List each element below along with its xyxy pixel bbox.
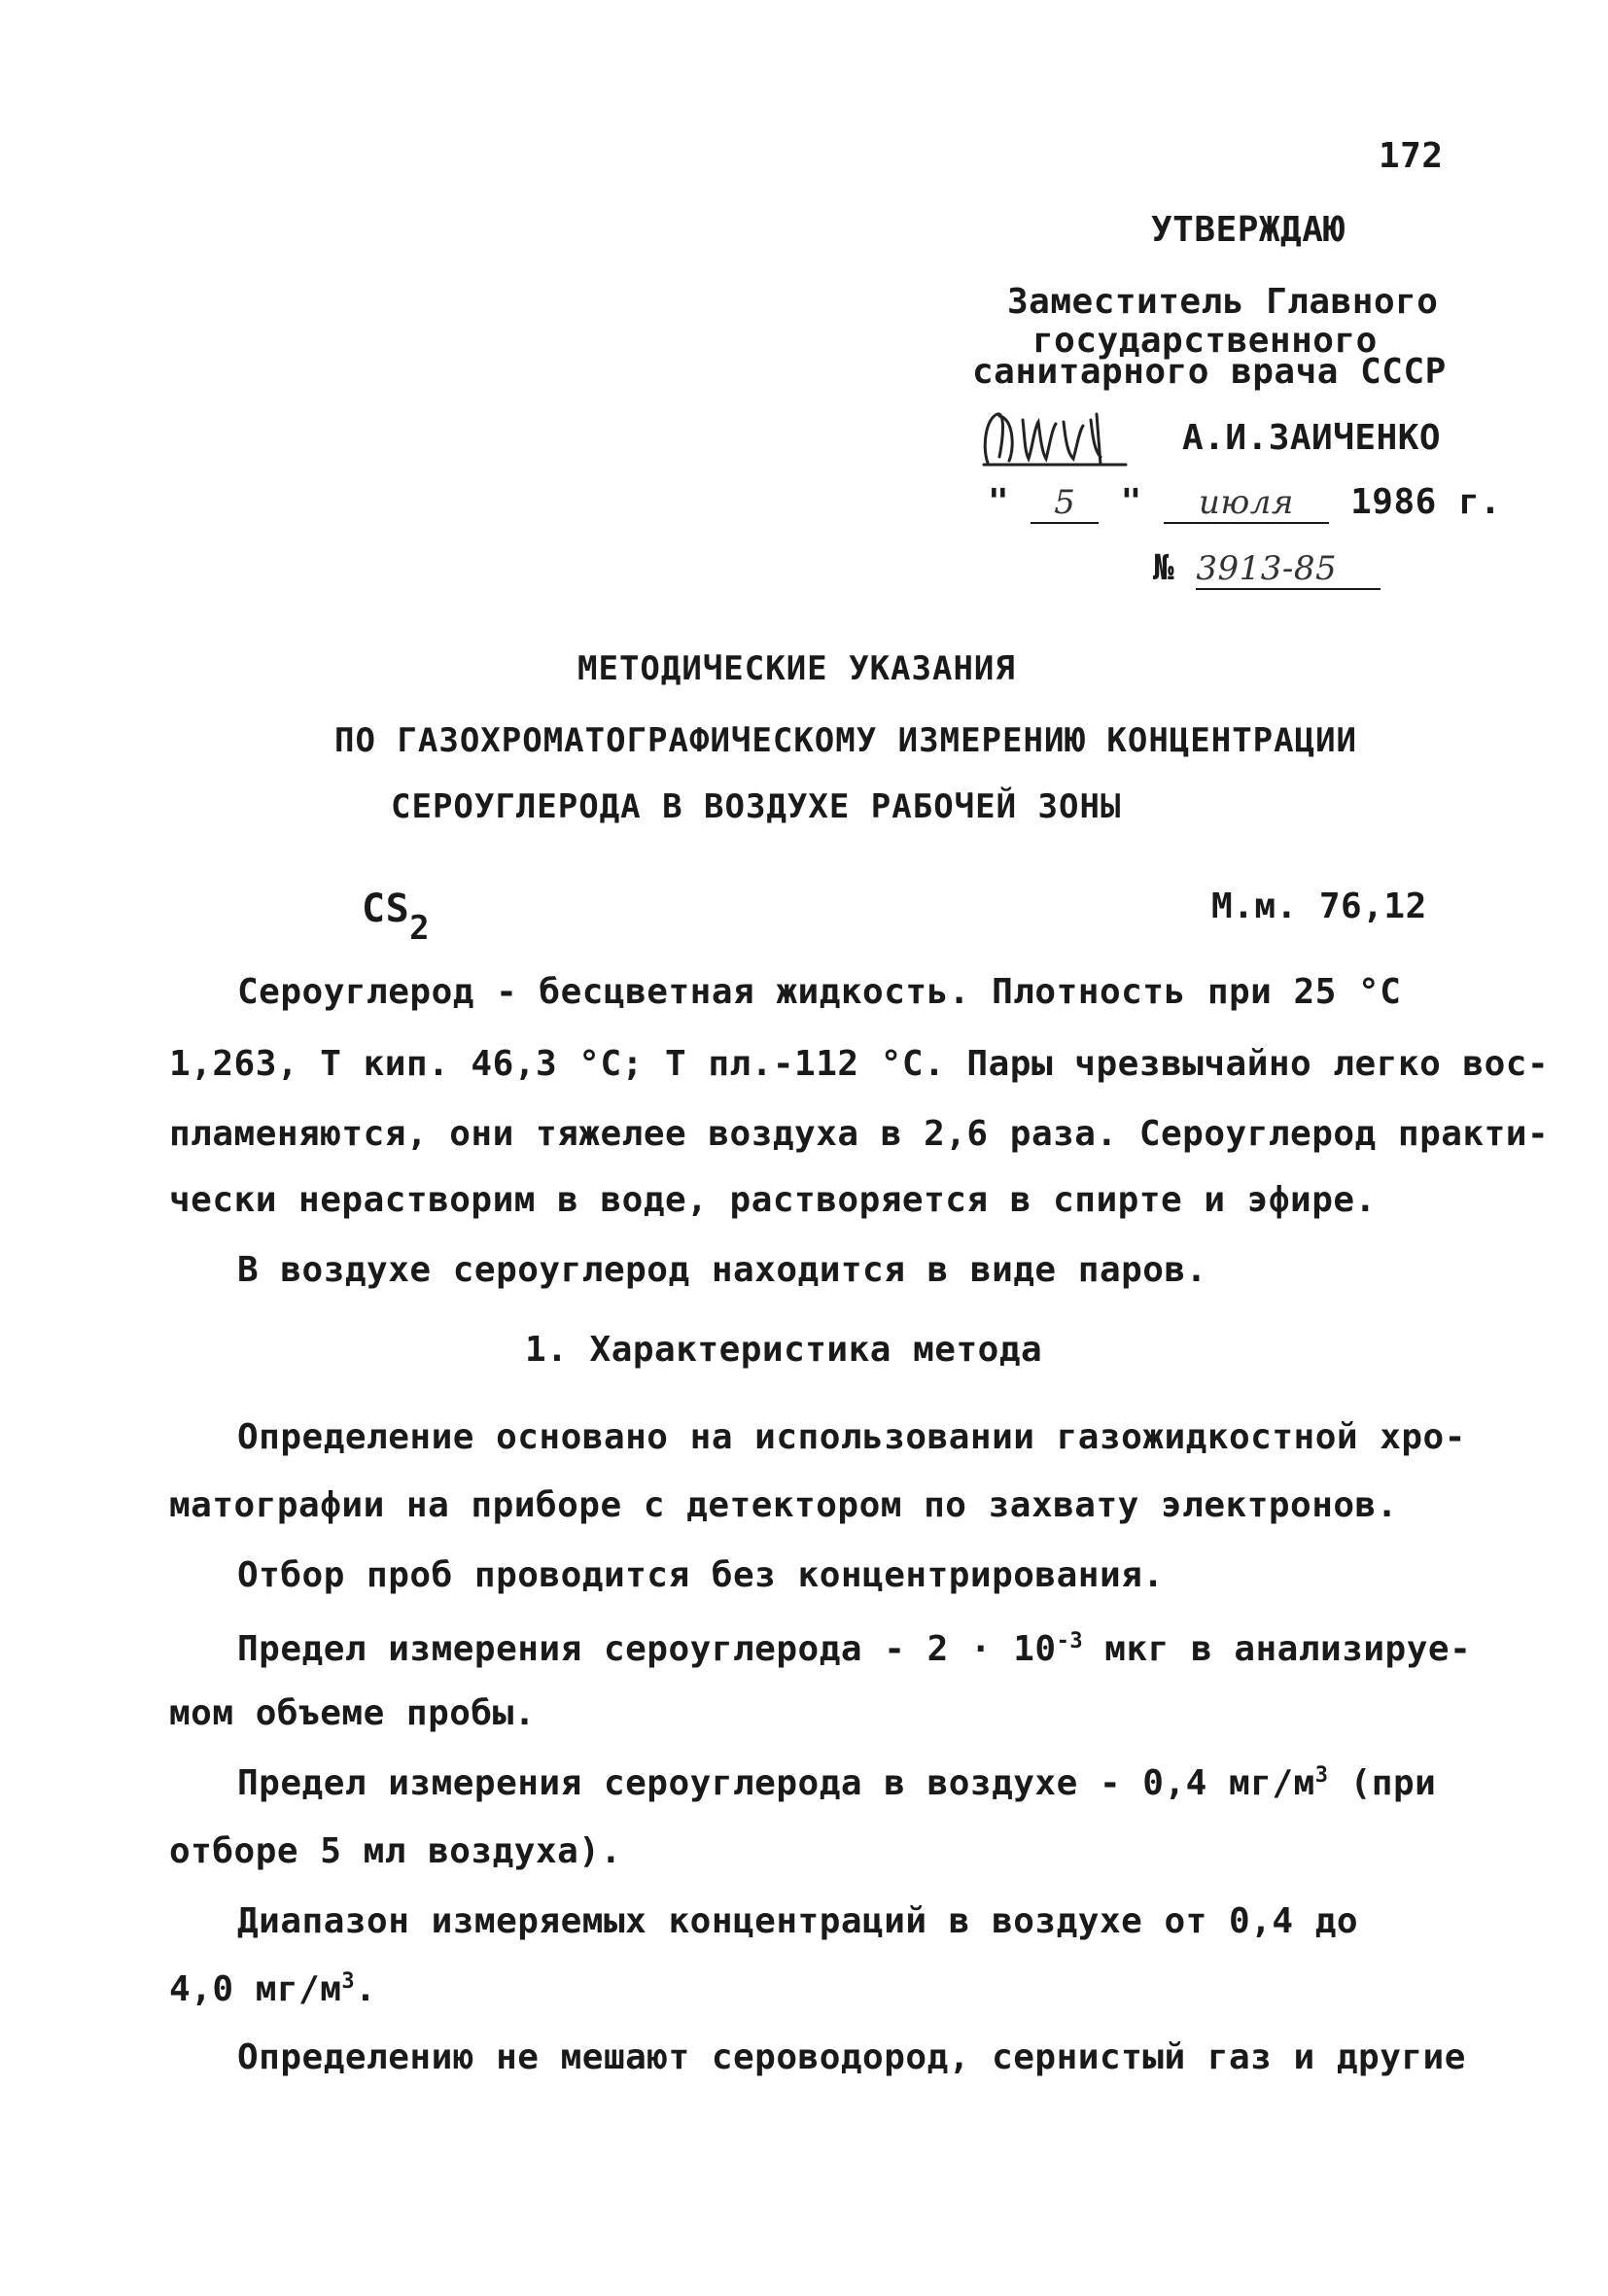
approval-line-2: государственного (1032, 321, 1378, 361)
section-1-heading: 1. Характеристика метода (525, 1330, 1043, 1370)
page-number: 172 (1379, 136, 1444, 176)
intro-line-4: чески нерастворим в воде, растворяется в спирте и эфире. (169, 1180, 1377, 1220)
approval-line-3: санитарного врача СССР (972, 352, 1447, 392)
intro-line-5: В воздухе сероуглерод находится в виде паров. (237, 1250, 1207, 1290)
number-sign: № (1153, 548, 1175, 588)
section-1-p5-line-1: Диапазон измеряемых концентраций в воздухе от 0,4 до (237, 1901, 1359, 1941)
p5-exponent: 3 (341, 1969, 356, 1994)
signature-image (980, 408, 1155, 469)
title-line-3: СЕРОУГЛЕРОДА В ВОЗДУХЕ РАБОЧЕЙ ЗОНЫ (391, 787, 1122, 826)
p4-exponent: 3 (1314, 1763, 1329, 1788)
date-month: июля (1164, 483, 1329, 524)
date-year: 1986 г. (1350, 482, 1502, 522)
section-1-p2: Отбор проб проводится без концентрирования. (237, 1555, 1165, 1595)
formula-subscript: 2 (409, 909, 431, 948)
molar-mass: М.м. 76,12 (1211, 887, 1427, 926)
formula-base: CS (362, 887, 410, 931)
section-1-p1-line-2: матографии на приборе с детектором по захвату электронов. (169, 1485, 1398, 1525)
date-quote-open: " (988, 482, 1010, 522)
p5-text-b: . (355, 1969, 377, 2009)
approval-line-1: Заместитель Главного (1007, 282, 1439, 322)
section-1-p6: Определению не мешают сероводород, сернистый газ и другие (237, 2037, 1466, 2077)
approval-heading: УТВЕРЖДАЮ (1151, 210, 1346, 250)
p4-text-b: (при (1328, 1763, 1437, 1803)
p4-text-a: Предел измерения сероуглерода в воздухе - 0,4 мг/м (237, 1763, 1315, 1803)
title-line-1: МЕТОДИЧЕСКИЕ УКАЗАНИЯ (577, 649, 1016, 688)
p3-text-a: Предел измерения сероуглерода - 2 · 10 (237, 1629, 1057, 1669)
number-value: 3913-85 (1196, 549, 1381, 590)
approver-name: А.И.ЗАИЧЕНКО (1182, 418, 1442, 458)
chemical-formula (362, 887, 431, 948)
section-1-p4-line-1 (237, 1763, 1436, 1803)
date-quote-close: " (1120, 482, 1142, 522)
title-line-2: ПО ГАЗОХРОМАТОГРАФИЧЕСКОМУ ИЗМЕРЕНИЮ КОНЦЕНТРАЦИИ (334, 721, 1358, 760)
date-day: 5 (1031, 483, 1099, 524)
p3-text-b: мкг в анализируе- (1083, 1629, 1472, 1669)
section-1-p3-line-2: мом объеме пробы. (169, 1693, 536, 1733)
approval-date (988, 482, 1501, 524)
section-1-p5-line-2 (169, 1969, 376, 2009)
section-1-p4-line-2: отборе 5 мл воздуха). (169, 1831, 622, 1871)
intro-line-1: Сероуглерод - бесцветная жидкость. Плотность при 25 °C (237, 972, 1402, 1012)
intro-line-2: 1,263, Т кип. 46,3 °C; Т пл.-112 °C. Пары чрезвычайно легко вос- (169, 1044, 1550, 1084)
intro-line-3: пламеняются, они тяжелее воздуха в 2,6 раза. Сероуглерод практи- (169, 1114, 1550, 1154)
p3-exponent: -3 (1056, 1629, 1084, 1653)
p5-text-a: 4,0 мг/м (169, 1969, 342, 2009)
section-1-p1-line-1: Определение основано на использовании газожидкостной хро- (237, 1417, 1466, 1457)
approval-number (1153, 548, 1381, 590)
section-1-p3-line-1 (237, 1629, 1471, 1669)
